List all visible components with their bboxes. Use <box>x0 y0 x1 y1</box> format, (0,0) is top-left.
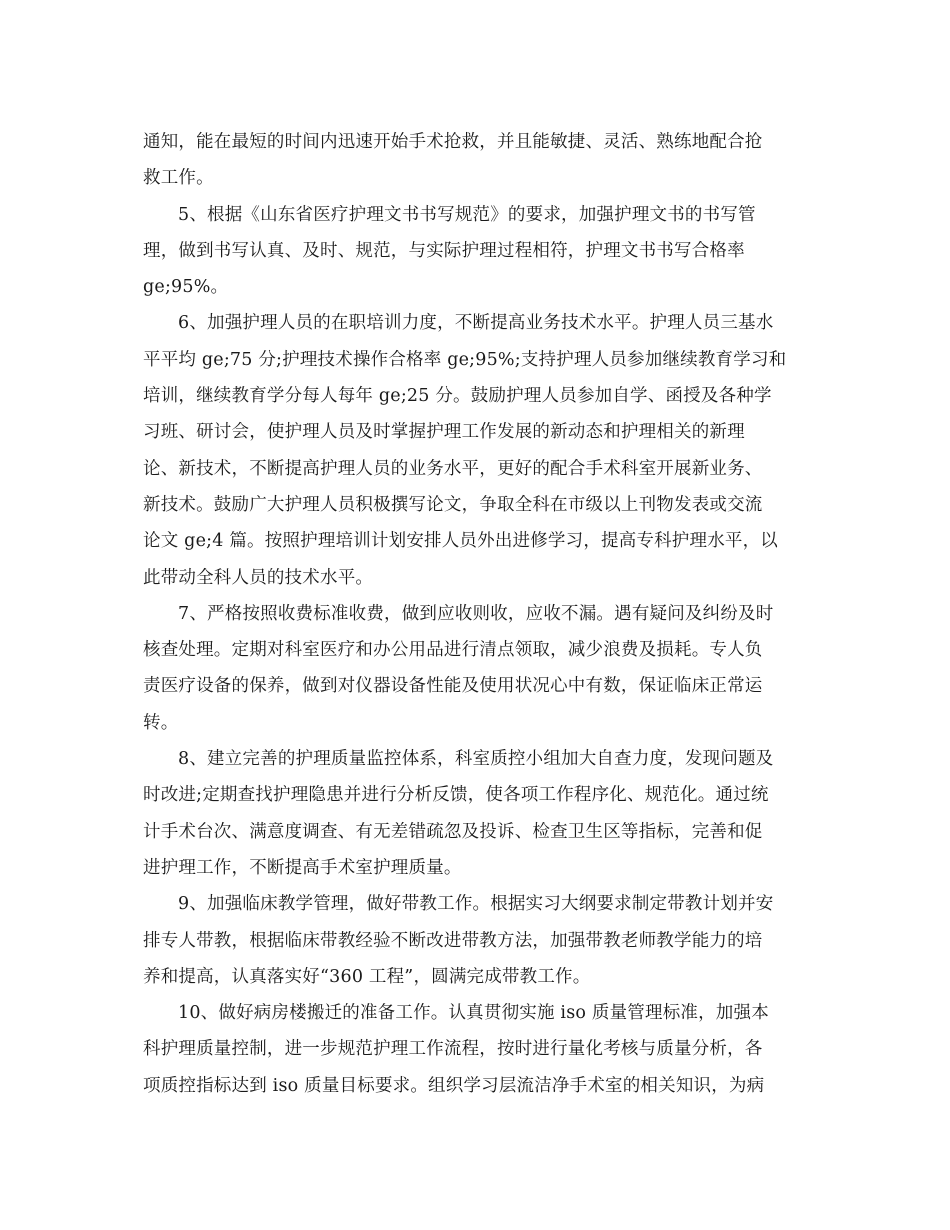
text-line: 8、建立完善的护理质量监控体系，科室质控小组加大自查力度，发现问题及 <box>178 749 774 770</box>
text-line: 时改进;定期查找护理隐患并进行分析反馈，使各项工作程序化、规范化。通过统 <box>143 785 769 806</box>
text-line: 计手术台次、满意度调查、有无差错疏忽及投诉、检查卫生区等指标，完善和促 <box>143 821 763 842</box>
text-line: 转。 <box>143 712 179 733</box>
text-line: 进护理工作，不断提高手术室护理质量。 <box>143 857 462 878</box>
text-line: 排专人带教，根据临床带教经验不断改进带教方法，加强带教老师教学能力的培 <box>143 930 763 951</box>
text-line: 5、根据《山东省医疗护理文书书写规范》的要求，加强护理文书的书写管 <box>178 204 756 225</box>
text-line: 责医疗设备的保养，做到对仪器设备性能及使用状况心中有数，保证临床正常运 <box>143 676 763 697</box>
text-line: 论、新技术，不断提高护理人员的业务水平，更好的配合手术科室开展新业务、 <box>143 458 763 479</box>
text-line: 7、严格按照收费标准收费，做到应收则收，应收不漏。遇有疑问及纠纷及时 <box>178 603 774 624</box>
text-line: ge;95%。 <box>143 277 229 298</box>
text-line: 6、加强护理人员的在职培训力度，不断提高业务技术水平。护理人员三基水 <box>178 313 774 334</box>
document-body <box>143 124 807 1104</box>
paragraph-item-7 <box>143 596 807 741</box>
text-line: 此带动全科人员的技术水平。 <box>143 567 374 588</box>
text-line: 习班、研讨会，使护理人员及时掌握护理工作发展的新动态和护理相关的新理 <box>143 422 745 443</box>
paragraph-item-5 <box>143 197 807 306</box>
text-line: 新技术。鼓励广大护理人员积极撰写论文，争取全科在市级以上刊物发表或交流 <box>143 494 763 515</box>
paragraph-item-10 <box>143 995 807 1104</box>
text-line: 9、加强临床教学管理，做好带教工作。根据实习大纲要求制定带教计划并安 <box>178 894 774 915</box>
paragraph-item-6 <box>143 305 807 595</box>
paragraph-continued <box>143 124 807 197</box>
text-line: 核查处理。定期对科室医疗和办公用品进行清点领取，减少浪费及损耗。专人负 <box>143 640 763 661</box>
paragraph-item-9 <box>143 886 807 995</box>
text-line: 理，做到书写认真、及时、规范，与实际护理过程相符，护理文书书写合格率 <box>143 240 745 261</box>
text-line: 科护理质量控制，进一步规范护理工作流程，按时进行量化考核与质量分析，各 <box>143 1039 763 1060</box>
text-line: 10、做好病房楼搬迁的准备工作。认真贯彻实施 iso 质量管理标准，加强本 <box>178 1003 769 1024</box>
paragraph-item-8 <box>143 741 807 886</box>
text-line: 救工作。 <box>143 168 214 189</box>
text-line: 通知，能在最短的时间内迅速开始手术抢救，并且能敏捷、灵活、熟练地配合抢 <box>143 132 763 152</box>
text-line: 项质控指标达到 iso 质量目标要求。组织学习层流洁净手术室的相关知识，为病 <box>143 1075 765 1096</box>
text-line: 平平均 ge;75 分;护理技术操作合格率 ge;95%;支持护理人员参加继续教育学习和 <box>143 349 787 370</box>
text-line: 养和提高，认真落实好“360 工程”，圆满完成带教工作。 <box>143 966 591 987</box>
text-line: 培训，继续教育学分每人每年 ge;25 分。鼓励护理人员参加自学、函授及各种学 <box>143 386 772 407</box>
text-line: 论文 ge;4 篇。按照护理培训计划安排人员外出进修学习，提高专科护理水平，以 <box>143 531 779 552</box>
